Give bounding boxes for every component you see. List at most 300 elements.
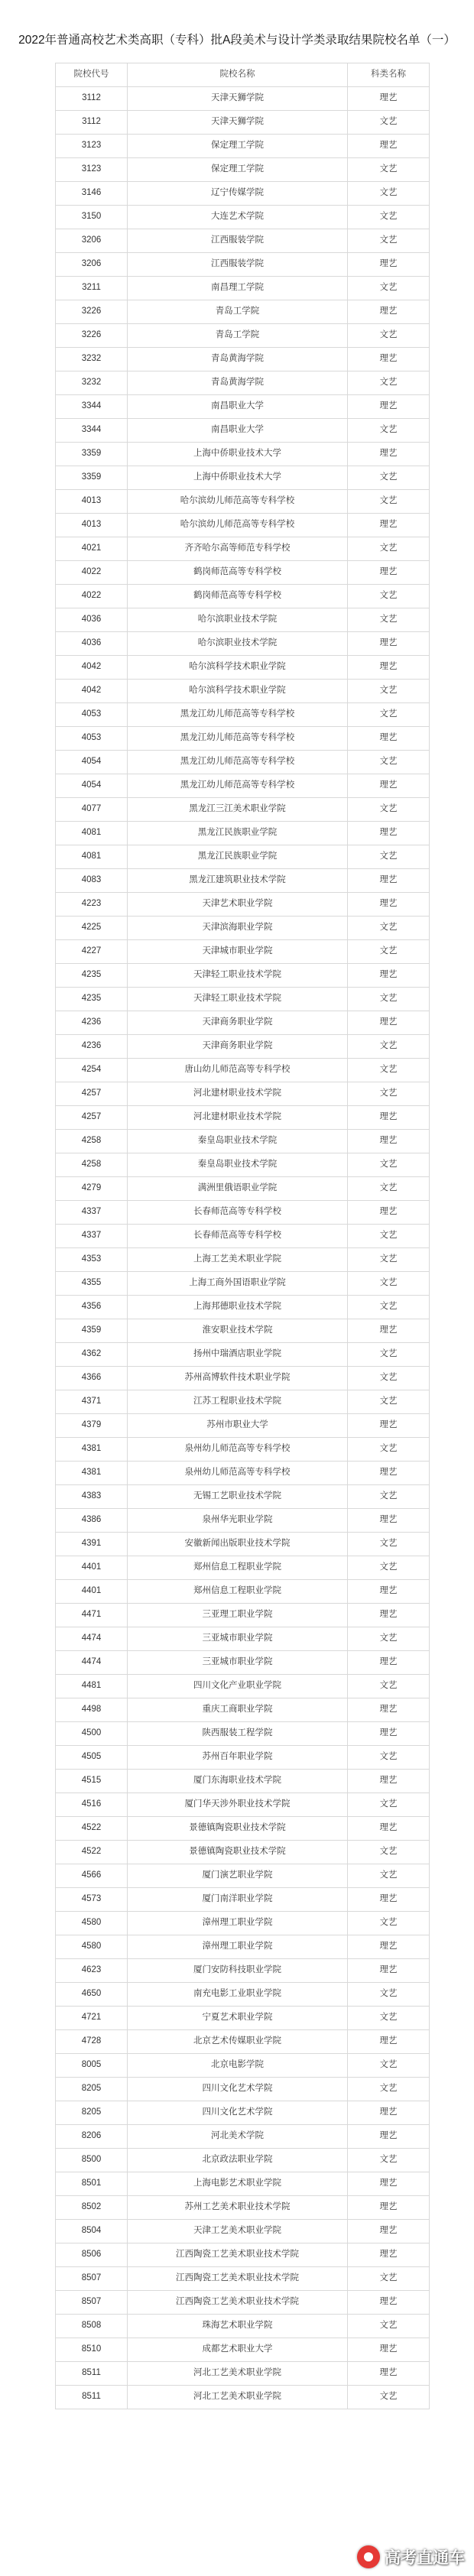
- table-row: [56, 1651, 430, 1675]
- school-name-cell: 河北工艺美术职业学院: [128, 2362, 348, 2386]
- school-name-cell: 齐齐哈尔高等师范专科学校: [128, 537, 348, 561]
- table-row: [56, 1130, 430, 1153]
- school-code-cell: 4623: [56, 1959, 128, 1983]
- table-row: [56, 348, 430, 371]
- school-code-cell: 4580: [56, 1935, 128, 1959]
- subject-cell: 文艺: [348, 1746, 430, 1770]
- table-row: [56, 1462, 430, 1485]
- school-code-cell: 8502: [56, 2196, 128, 2220]
- table-row: [56, 964, 430, 988]
- subject-cell: 理艺: [348, 1106, 430, 1130]
- school-code-cell: 8500: [56, 2149, 128, 2172]
- table-row: [56, 1296, 430, 1319]
- school-name-cell: 北京艺术传媒职业学院: [128, 2030, 348, 2054]
- table-row: [56, 419, 430, 443]
- school-code-cell: 4401: [56, 1556, 128, 1580]
- subject-cell: 理艺: [348, 1011, 430, 1035]
- school-code-cell: 4728: [56, 2030, 128, 2054]
- subject-cell: 文艺: [348, 1675, 430, 1698]
- table-row: [56, 2030, 430, 2054]
- school-name-cell: 哈尔滨幼儿师范高等专科学校: [128, 490, 348, 514]
- subject-cell: 文艺: [348, 229, 430, 253]
- subject-cell: 理艺: [348, 1722, 430, 1746]
- subject-cell: 理艺: [348, 348, 430, 371]
- school-code-cell: 8511: [56, 2362, 128, 2386]
- subject-cell: 文艺: [348, 324, 430, 348]
- school-name-cell: 上海中侨职业技术大学: [128, 466, 348, 490]
- table-row: [56, 2007, 430, 2030]
- school-name-cell: 苏州高博软件技术职业学院: [128, 1367, 348, 1390]
- table-row: [56, 869, 430, 893]
- school-code-cell: 8205: [56, 2078, 128, 2101]
- subject-cell: 理艺: [348, 87, 430, 111]
- school-name-cell: 黑龙江幼儿师范高等专科学校: [128, 727, 348, 751]
- school-name-cell: 天津滨海职业学院: [128, 917, 348, 940]
- school-code-cell: 8205: [56, 2101, 128, 2125]
- table-row: [56, 490, 430, 514]
- subject-cell: 理艺: [348, 443, 430, 466]
- table-row: [56, 1556, 430, 1580]
- school-name-cell: 河北建材职业技术学院: [128, 1106, 348, 1130]
- school-name-cell: 黑龙江建筑职业技术学院: [128, 869, 348, 893]
- table-row: [56, 1864, 430, 1888]
- subject-cell: 文艺: [348, 680, 430, 703]
- school-code-cell: 4053: [56, 727, 128, 751]
- school-code-cell: 3146: [56, 182, 128, 206]
- school-name-cell: 珠海艺术职业学院: [128, 2315, 348, 2338]
- school-name-cell: 厦门演艺职业学院: [128, 1864, 348, 1888]
- school-name-cell: 哈尔滨职业技术学院: [128, 632, 348, 656]
- school-name-cell: 北京电影学院: [128, 2054, 348, 2078]
- subject-cell: 文艺: [348, 2054, 430, 2078]
- school-code-cell: 4013: [56, 490, 128, 514]
- subject-cell: 文艺: [348, 1225, 430, 1248]
- table-row: [56, 324, 430, 348]
- school-code-cell: 4566: [56, 1864, 128, 1888]
- school-name-cell: 四川文化产业职业学院: [128, 1675, 348, 1698]
- subject-cell: 文艺: [348, 988, 430, 1011]
- school-name-cell: 河北工艺美术职业学院: [128, 2386, 348, 2409]
- subject-cell: 文艺: [348, 2078, 430, 2101]
- school-name-cell: 无锡工艺职业技术学院: [128, 1485, 348, 1509]
- school-code-cell: 4386: [56, 1509, 128, 1533]
- table-row: [56, 2220, 430, 2243]
- table-row: [56, 2101, 430, 2125]
- subject-cell: 文艺: [348, 2007, 430, 2030]
- subject-cell: 文艺: [348, 371, 430, 395]
- subject-cell: 理艺: [348, 2125, 430, 2149]
- school-name-cell: 青岛黄海学院: [128, 371, 348, 395]
- subject-cell: 文艺: [348, 537, 430, 561]
- school-code-cell: 3112: [56, 87, 128, 111]
- school-code-cell: 4471: [56, 1604, 128, 1627]
- school-code-cell: 4355: [56, 1272, 128, 1296]
- subject-cell: 理艺: [348, 253, 430, 277]
- school-code-cell: 4083: [56, 869, 128, 893]
- subject-cell: 理艺: [348, 1462, 430, 1485]
- table-row: [56, 1414, 430, 1438]
- school-name-cell: 江西服装学院: [128, 253, 348, 277]
- table-row: [56, 561, 430, 585]
- table-row: [56, 2172, 430, 2196]
- table-row: [56, 1390, 430, 1414]
- school-name-cell: 苏州百年职业学院: [128, 1746, 348, 1770]
- school-code-cell: 4053: [56, 703, 128, 727]
- table-row: [56, 253, 430, 277]
- school-name-cell: 天津轻工职业技术学院: [128, 964, 348, 988]
- school-code-cell: 4356: [56, 1296, 128, 1319]
- school-name-cell: 河北美术学院: [128, 2125, 348, 2149]
- school-code-cell: 4022: [56, 585, 128, 608]
- school-code-cell: 4236: [56, 1035, 128, 1059]
- school-name-cell: 厦门东海职业技术学院: [128, 1770, 348, 1793]
- school-name-cell: 江西陶瓷工艺美术职业技术学院: [128, 2291, 348, 2315]
- table-row: [56, 537, 430, 561]
- subject-cell: 文艺: [348, 1035, 430, 1059]
- school-name-cell: 青岛工学院: [128, 324, 348, 348]
- subject-cell: 文艺: [348, 1390, 430, 1414]
- table-row: [56, 1367, 430, 1390]
- subject-cell: 理艺: [348, 2172, 430, 2196]
- table-row: [56, 1153, 430, 1177]
- school-code-cell: 3359: [56, 443, 128, 466]
- school-name-cell: 景德镇陶瓷职业技术学院: [128, 1817, 348, 1841]
- subject-cell: 文艺: [348, 158, 430, 182]
- school-code-cell: 8511: [56, 2386, 128, 2409]
- school-code-cell: 4401: [56, 1580, 128, 1604]
- subject-cell: 文艺: [348, 206, 430, 229]
- school-name-cell: 天津商务职业学院: [128, 1035, 348, 1059]
- table-row: [56, 1225, 430, 1248]
- subject-cell: 理艺: [348, 2243, 430, 2267]
- school-code-cell: 4359: [56, 1319, 128, 1343]
- school-code-cell: 4225: [56, 917, 128, 940]
- school-name-cell: 江西陶瓷工艺美术职业技术学院: [128, 2267, 348, 2291]
- school-name-cell: 扬州中瑞酒店职业学院: [128, 1343, 348, 1367]
- subject-cell: 文艺: [348, 1177, 430, 1201]
- school-name-cell: 天津艺术职业学院: [128, 893, 348, 917]
- school-code-cell: 4379: [56, 1414, 128, 1438]
- table-header-row: [56, 63, 430, 87]
- school-code-cell: 4054: [56, 751, 128, 774]
- subject-cell: 文艺: [348, 2267, 430, 2291]
- school-name-cell: 四川文化艺术学院: [128, 2078, 348, 2101]
- table-row: [56, 798, 430, 822]
- table-row: [56, 774, 430, 798]
- school-code-cell: 8504: [56, 2220, 128, 2243]
- school-name-cell: 北京政法职业学院: [128, 2149, 348, 2172]
- school-name-cell: 辽宁传媒学院: [128, 182, 348, 206]
- school-code-cell: 3150: [56, 206, 128, 229]
- school-name-cell: 黑龙江三江美术职业学院: [128, 798, 348, 822]
- school-code-cell: 3123: [56, 158, 128, 182]
- table-row: [56, 680, 430, 703]
- table-row: [56, 1888, 430, 1912]
- table-row: [56, 1177, 430, 1201]
- school-code-cell: 8510: [56, 2338, 128, 2362]
- school-name-cell: 安徽新闻出版职业技术学院: [128, 1533, 348, 1556]
- table-row: [56, 1627, 430, 1651]
- school-code-cell: 4498: [56, 1698, 128, 1722]
- table-row: [56, 608, 430, 632]
- school-name-cell: 大连艺术学院: [128, 206, 348, 229]
- school-name-cell: 江苏工程职业技术学院: [128, 1390, 348, 1414]
- table-row: [56, 443, 430, 466]
- table-row: [56, 158, 430, 182]
- table-row: [56, 940, 430, 964]
- school-code-cell: 4337: [56, 1225, 128, 1248]
- subject-cell: 文艺: [348, 419, 430, 443]
- table-row: [56, 1793, 430, 1817]
- table-row: [56, 206, 430, 229]
- table-row: [56, 2243, 430, 2267]
- school-name-cell: 天津工艺美术职业学院: [128, 2220, 348, 2243]
- subject-cell: 理艺: [348, 2101, 430, 2125]
- column-header-subject: 科类名称: [348, 63, 430, 87]
- table-row: [56, 1059, 430, 1082]
- table-row: [56, 1319, 430, 1343]
- table-row: [56, 1035, 430, 1059]
- school-code-cell: 4391: [56, 1533, 128, 1556]
- table-row: [56, 1817, 430, 1841]
- subject-cell: 理艺: [348, 395, 430, 419]
- subject-cell: 理艺: [348, 1935, 430, 1959]
- table-row: [56, 135, 430, 158]
- subject-cell: 理艺: [348, 1319, 430, 1343]
- school-code-cell: 8507: [56, 2291, 128, 2315]
- school-name-cell: 淮安职业技术学院: [128, 1319, 348, 1343]
- table-row: [56, 2149, 430, 2172]
- table-row: [56, 2386, 430, 2409]
- school-code-cell: 4021: [56, 537, 128, 561]
- school-name-cell: 漳州理工职业学院: [128, 1935, 348, 1959]
- table-row: [56, 1343, 430, 1367]
- school-name-cell: 苏州市职业大学: [128, 1414, 348, 1438]
- table-row: [56, 1746, 430, 1770]
- subject-cell: 文艺: [348, 1841, 430, 1864]
- school-name-cell: 哈尔滨科学技术职业学院: [128, 680, 348, 703]
- subject-cell: 文艺: [348, 751, 430, 774]
- table-row: [56, 1959, 430, 1983]
- school-code-cell: 8507: [56, 2267, 128, 2291]
- school-code-cell: 4381: [56, 1462, 128, 1485]
- school-code-cell: 3344: [56, 395, 128, 419]
- school-code-cell: 4254: [56, 1059, 128, 1082]
- school-code-cell: 4227: [56, 940, 128, 964]
- subject-cell: 理艺: [348, 514, 430, 537]
- school-name-cell: 天津天狮学院: [128, 87, 348, 111]
- table-row: [56, 229, 430, 253]
- school-name-cell: 河北建材职业技术学院: [128, 1082, 348, 1106]
- subject-cell: 理艺: [348, 561, 430, 585]
- subject-cell: 理艺: [348, 2338, 430, 2362]
- table-row: [56, 727, 430, 751]
- school-code-cell: 4257: [56, 1082, 128, 1106]
- school-code-cell: 4366: [56, 1367, 128, 1390]
- school-name-cell: 四川文化艺术学院: [128, 2101, 348, 2125]
- subject-cell: 理艺: [348, 1817, 430, 1841]
- school-name-cell: 鹤岗师范高等专科学校: [128, 561, 348, 585]
- table-row: [56, 1011, 430, 1035]
- school-name-cell: 上海工艺美术职业学院: [128, 1248, 348, 1272]
- school-name-cell: 黑龙江幼儿师范高等专科学校: [128, 774, 348, 798]
- school-name-cell: 上海电影艺术职业学院: [128, 2172, 348, 2196]
- school-name-cell: 上海工商外国语职业学院: [128, 1272, 348, 1296]
- subject-cell: 文艺: [348, 277, 430, 300]
- school-name-cell: 哈尔滨职业技术学院: [128, 608, 348, 632]
- table-row: [56, 751, 430, 774]
- school-name-cell: 黑龙江民族职业学院: [128, 822, 348, 845]
- school-name-cell: 厦门安防科技职业学院: [128, 1959, 348, 1983]
- page-title: 2022年普通高校艺术类高职（专科）批A段美术与设计学类录取结果院校名单（一）: [18, 34, 456, 47]
- school-code-cell: 4362: [56, 1343, 128, 1367]
- school-name-cell: 天津轻工职业技术学院: [128, 988, 348, 1011]
- table-row: [56, 1983, 430, 2007]
- subject-cell: 理艺: [348, 727, 430, 751]
- table-row: [56, 1272, 430, 1296]
- school-code-cell: 4515: [56, 1770, 128, 1793]
- table-body: [56, 87, 430, 2409]
- school-code-cell: 4022: [56, 561, 128, 585]
- table-row: [56, 300, 430, 324]
- school-code-cell: 8206: [56, 2125, 128, 2149]
- table-row: [56, 2338, 430, 2362]
- subject-cell: 文艺: [348, 1082, 430, 1106]
- table-row: [56, 1106, 430, 1130]
- school-code-cell: 4522: [56, 1817, 128, 1841]
- school-name-cell: 三亚理工职业学院: [128, 1604, 348, 1627]
- school-code-cell: 4258: [56, 1153, 128, 1177]
- table-row: [56, 632, 430, 656]
- subject-cell: 文艺: [348, 1793, 430, 1817]
- school-code-cell: 4383: [56, 1485, 128, 1509]
- subject-cell: 文艺: [348, 585, 430, 608]
- school-code-cell: 3232: [56, 371, 128, 395]
- school-code-cell: 4235: [56, 964, 128, 988]
- subject-cell: 文艺: [348, 1627, 430, 1651]
- table-row: [56, 466, 430, 490]
- school-name-cell: 厦门南洋职业学院: [128, 1888, 348, 1912]
- table-row: [56, 2078, 430, 2101]
- school-code-cell: 4516: [56, 1793, 128, 1817]
- subject-cell: 文艺: [348, 608, 430, 632]
- school-code-cell: 4036: [56, 608, 128, 632]
- subject-cell: 理艺: [348, 1651, 430, 1675]
- school-code-cell: 4257: [56, 1106, 128, 1130]
- school-name-cell: 黑龙江民族职业学院: [128, 845, 348, 869]
- school-name-cell: 江西陶瓷工艺美术职业技术学院: [128, 2243, 348, 2267]
- school-name-cell: 厦门华天涉外职业技术学院: [128, 1793, 348, 1817]
- subject-cell: 理艺: [348, 1580, 430, 1604]
- subject-cell: 文艺: [348, 2315, 430, 2338]
- school-name-cell: 南昌理工学院: [128, 277, 348, 300]
- school-name-cell: 漳州理工职业学院: [128, 1912, 348, 1935]
- watermark: [357, 2545, 465, 2568]
- school-name-cell: 秦皇岛职业技术学院: [128, 1153, 348, 1177]
- school-name-cell: 南昌职业大学: [128, 419, 348, 443]
- school-code-cell: 4381: [56, 1438, 128, 1462]
- school-name-cell: 宁夏艺术职业学院: [128, 2007, 348, 2030]
- subject-cell: 理艺: [348, 2196, 430, 2220]
- school-name-cell: 郑州信息工程职业学院: [128, 1556, 348, 1580]
- brand-logo-icon: [357, 2545, 380, 2568]
- table-row: [56, 1580, 430, 1604]
- table-row: [56, 2196, 430, 2220]
- school-code-cell: 4081: [56, 845, 128, 869]
- table-row: [56, 1201, 430, 1225]
- table-row: [56, 111, 430, 135]
- school-name-cell: 秦皇岛职业技术学院: [128, 1130, 348, 1153]
- subject-cell: 理艺: [348, 774, 430, 798]
- school-code-cell: 8501: [56, 2172, 128, 2196]
- school-name-cell: 天津商务职业学院: [128, 1011, 348, 1035]
- school-code-cell: 4042: [56, 680, 128, 703]
- subject-cell: 文艺: [348, 1983, 430, 2007]
- subject-cell: 文艺: [348, 111, 430, 135]
- table-row: [56, 656, 430, 680]
- subject-cell: 文艺: [348, 1153, 430, 1177]
- subject-cell: 理艺: [348, 1698, 430, 1722]
- school-code-cell: 8005: [56, 2054, 128, 2078]
- school-code-cell: 4573: [56, 1888, 128, 1912]
- subject-cell: 理艺: [348, 1959, 430, 1983]
- table-row: [56, 395, 430, 419]
- school-code-cell: 3232: [56, 348, 128, 371]
- school-code-cell: 4077: [56, 798, 128, 822]
- school-name-cell: 鹤岗师范高等专科学校: [128, 585, 348, 608]
- school-name-cell: 哈尔滨幼儿师范高等专科学校: [128, 514, 348, 537]
- school-code-cell: 3112: [56, 111, 128, 135]
- table-row: [56, 2362, 430, 2386]
- school-name-cell: 上海邦德职业技术学院: [128, 1296, 348, 1319]
- table-row: [56, 1438, 430, 1462]
- school-code-cell: 4353: [56, 1248, 128, 1272]
- table-row: [56, 1604, 430, 1627]
- school-code-cell: 4258: [56, 1130, 128, 1153]
- table-row: [56, 1248, 430, 1272]
- school-name-cell: 黑龙江幼儿师范高等专科学校: [128, 751, 348, 774]
- subject-cell: 文艺: [348, 940, 430, 964]
- column-header-school-name: 院校名称: [128, 63, 348, 87]
- subject-cell: 理艺: [348, 869, 430, 893]
- table-row: [56, 2125, 430, 2149]
- subject-cell: 理艺: [348, 964, 430, 988]
- school-name-cell: 长春师范高等专科学校: [128, 1201, 348, 1225]
- table-row: [56, 585, 430, 608]
- table-row: [56, 1912, 430, 1935]
- table-row: [56, 514, 430, 537]
- subject-cell: 文艺: [348, 1248, 430, 1272]
- school-name-cell: 成都艺术职业大学: [128, 2338, 348, 2362]
- subject-cell: 理艺: [348, 1770, 430, 1793]
- subject-cell: 理艺: [348, 632, 430, 656]
- table-row: [56, 1770, 430, 1793]
- subject-cell: 文艺: [348, 490, 430, 514]
- school-name-cell: 保定理工学院: [128, 158, 348, 182]
- school-name-cell: 南充电影工业职业学院: [128, 1983, 348, 2007]
- subject-cell: 理艺: [348, 2362, 430, 2386]
- school-code-cell: 4337: [56, 1201, 128, 1225]
- school-code-cell: 8508: [56, 2315, 128, 2338]
- table-row: [56, 988, 430, 1011]
- school-name-cell: 满洲里俄语职业学院: [128, 1177, 348, 1201]
- school-name-cell: 保定理工学院: [128, 135, 348, 158]
- table-row: [56, 1722, 430, 1746]
- subject-cell: 理艺: [348, 1201, 430, 1225]
- table-row: [56, 1698, 430, 1722]
- school-name-cell: 哈尔滨科学技术职业学院: [128, 656, 348, 680]
- school-name-cell: 天津天狮学院: [128, 111, 348, 135]
